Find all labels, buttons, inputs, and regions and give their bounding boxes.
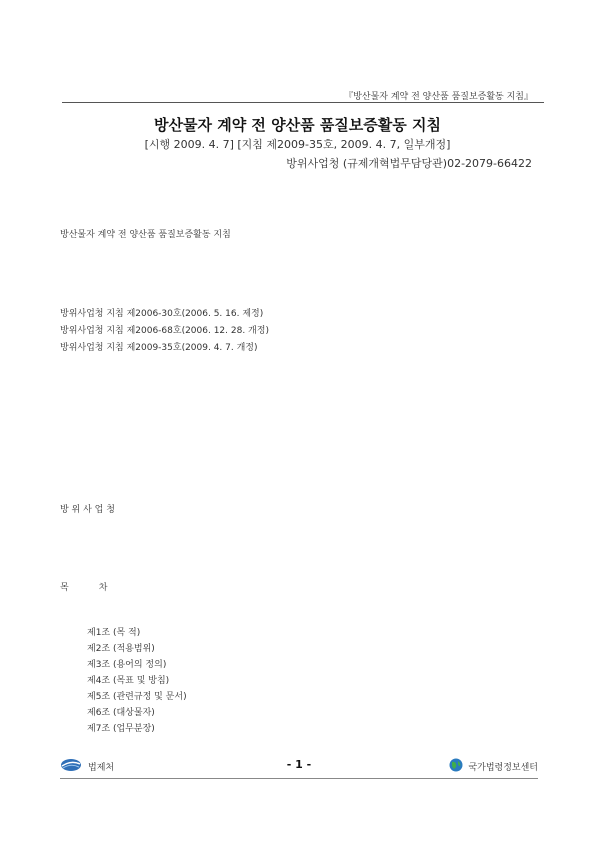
document-subject: 방산물자 계약 전 양산품 품질보증활동 지침 <box>60 230 231 240</box>
document-department: 방위사업청 (규제개혁법무담당관)02-2079-66422 <box>286 157 532 170</box>
toc-item[interactable]: 제1조 (목 적) <box>87 628 141 638</box>
document-title: 방산물자 계약 전 양산품 품질보증활동 지침 <box>154 116 441 134</box>
globe-icon <box>449 758 463 775</box>
page-footer <box>60 758 538 776</box>
toc-item[interactable]: 제7조 (업무분장) <box>87 724 155 734</box>
agency-name: 방 위 사 업 청 <box>60 505 115 515</box>
footer-left-label: 법제처 <box>88 763 115 773</box>
toc-item[interactable]: 제5조 (관련규정 및 문서) <box>87 692 187 702</box>
header-reference: 『방산물자 계약 전 양산품 품질보증활동 지침』 <box>344 92 533 102</box>
toc-item[interactable]: 제2조 (적용범위) <box>87 644 155 654</box>
toc-list <box>87 625 187 737</box>
toc-heading-char-1: 목 <box>60 583 69 593</box>
history-line-1: 방위사업청 지침 제2006-30호(2006. 5. 16. 제정) <box>60 309 264 319</box>
document-meta: [시행 2009. 4. 7] [지침 제2009-35호, 2009. 4. 7, 일부개정] <box>144 138 451 151</box>
toc-item[interactable]: 제4조 (목표 및 방침) <box>87 676 170 686</box>
history-line-2: 방위사업청 지침 제2006-68호(2006. 12. 28. 개정) <box>60 326 269 336</box>
footer-divider <box>60 778 538 779</box>
toc-heading <box>60 580 107 593</box>
toc-item[interactable]: 제3조 (용어의 정의) <box>87 660 167 670</box>
toc-item[interactable]: 제6조 (대상물자) <box>87 708 155 718</box>
toc-heading-char-2: 차 <box>98 583 108 593</box>
page-number: - 1 - <box>286 758 312 771</box>
history-line-3: 방위사업청 지침 제2009-35호(2009. 4. 7. 개정) <box>60 343 258 353</box>
header-divider <box>62 102 544 103</box>
footer-right <box>449 758 538 775</box>
footer-right-label: 국가법령정보센터 <box>468 763 538 773</box>
